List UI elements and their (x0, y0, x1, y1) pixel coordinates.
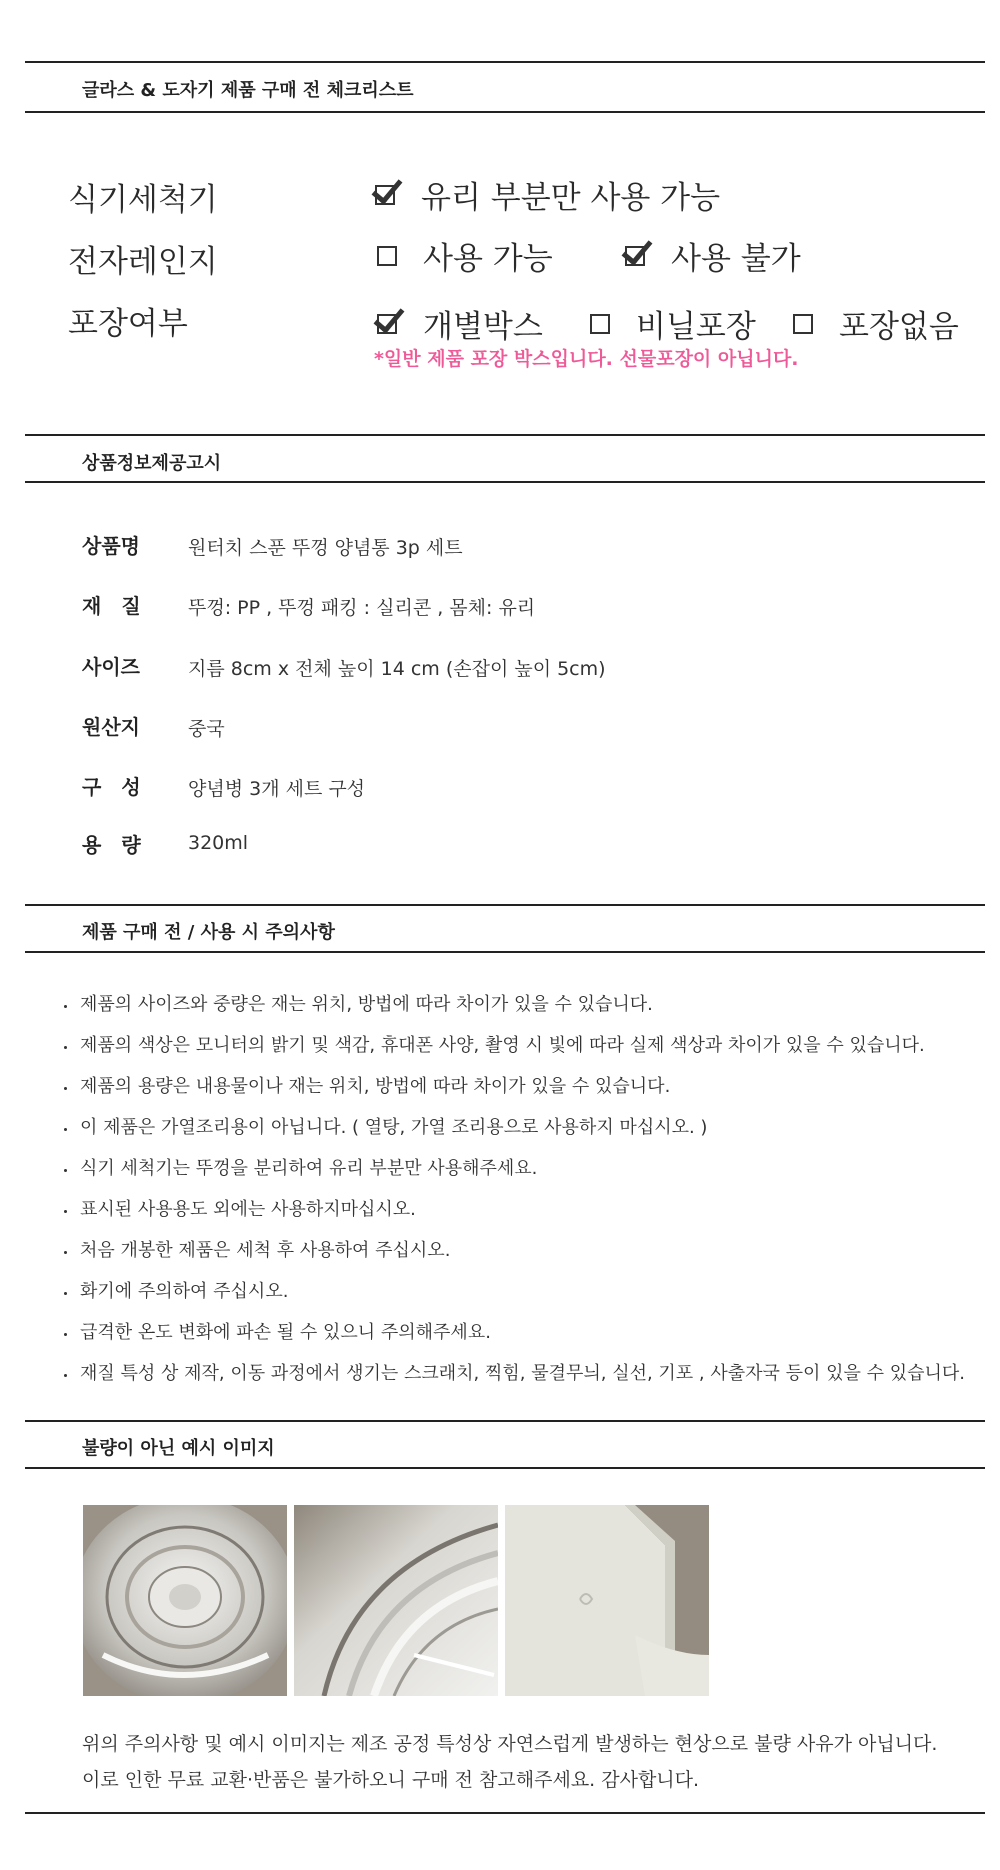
checklist-section-title: 글라스 & 도자기 제품 구매 전 체크리스트 (82, 80, 414, 101)
example-section-title: 불량이 아닌 예시 이미지 (82, 1438, 275, 1459)
option-label: 포장없음 (839, 309, 959, 345)
microwave-label: 전자레인지 (68, 244, 218, 280)
info-section-title: 상품정보제공고시 (82, 453, 222, 474)
divider (25, 434, 985, 436)
info-value-capacity: 320ml (188, 832, 249, 854)
info-value-size: 지름 8cm x 전체 높이 14 cm (손잡이 높이 5cm) (188, 658, 606, 680)
list-item: 재질 특성 상 제작, 이동 과정에서 생기는 스크래치, 찍힘, 물결무늬, 실선, 기포 , 사출자국 등이 있을 수 있습니다. (62, 1353, 965, 1394)
caution-section-title: 제품 구매 전 / 사용 시 주의사항 (82, 922, 335, 943)
info-value-origin: 중국 (188, 718, 225, 740)
list-item: 이 제품은 가열조리용이 아닙니다. ( 열탕, 가열 조리용으로 사용하지 마십시오. ) (62, 1107, 965, 1148)
divider (25, 111, 985, 113)
info-key-product-name: 상품명 (82, 534, 140, 558)
packaging-option-individual-box (377, 301, 543, 346)
example-photo-glass-bottom (83, 1505, 287, 1696)
list-item: 제품의 용량은 내용물이나 재는 위치, 방법에 따라 차이가 있을 수 있습니다. (62, 1066, 965, 1107)
info-value-composition: 양념병 3개 세트 구성 (188, 778, 366, 800)
example-photo-lid-mark (505, 1505, 709, 1696)
divider (25, 1420, 985, 1422)
packaging-note: *일반 제품 포장 박스입니다. 선물포장이 아닙니다. (374, 348, 799, 370)
info-key-material: 재 질 (82, 594, 141, 618)
packaging-label: 포장여부 (68, 306, 188, 342)
list-item: 급격한 온도 변화에 파손 될 수 있으니 주의해주세요. (62, 1312, 965, 1353)
divider (25, 951, 985, 953)
info-key-size: 사이즈 (82, 655, 140, 679)
list-item: 제품의 사이즈와 중량은 재는 위치, 방법에 따라 차이가 있을 수 있습니다. (62, 984, 965, 1025)
packaging-option-vinyl (590, 301, 756, 346)
checkbox-icon (377, 246, 397, 266)
option-label: 비닐포장 (636, 309, 756, 345)
option-label: 사용 가능 (423, 241, 553, 277)
option-label: 사용 불가 (671, 241, 801, 277)
dishwasher-label: 식기세척기 (68, 182, 218, 218)
microwave-option-not-usable (625, 233, 801, 278)
info-key-origin: 원산지 (82, 715, 140, 739)
microwave-option-usable (377, 233, 553, 278)
info-key-composition: 구 성 (82, 775, 141, 799)
example-photo-glass-rim (294, 1505, 498, 1696)
divider (25, 1467, 985, 1469)
list-item: 표시된 사용용도 외에는 사용하지마십시오. (62, 1189, 965, 1230)
checked-box-icon (377, 314, 397, 334)
dishwasher-option-glass-only (375, 172, 720, 217)
footer-note-line1: 위의 주의사항 및 예시 이미지는 제조 공정 특성상 자연스럽게 발생하는 현상으로 불량 사유가 아닙니다. (82, 1733, 938, 1755)
list-item: 식기 세척기는 뚜껑을 분리하여 유리 부분만 사용해주세요. (62, 1148, 965, 1189)
checked-box-icon (375, 185, 395, 205)
checkbox-icon (793, 314, 813, 334)
option-label: 개별박스 (423, 309, 543, 345)
info-key-capacity: 용 량 (82, 833, 141, 857)
divider (25, 1812, 985, 1814)
checkbox-icon (590, 314, 610, 334)
list-item: 처음 개봉한 제품은 세척 후 사용하여 주십시오. (62, 1230, 965, 1271)
divider (25, 904, 985, 906)
checked-box-icon (625, 246, 645, 266)
divider (25, 61, 985, 63)
caution-list (62, 984, 965, 1394)
option-label: 유리 부분만 사용 가능 (421, 180, 721, 216)
info-value-material: 뚜껑: PP , 뚜껑 패킹 : 실리콘 , 몸체: 유리 (188, 597, 536, 619)
info-value-product-name: 원터치 스푼 뚜껑 양념통 3p 세트 (188, 537, 463, 559)
list-item: 화기에 주의하여 주십시오. (62, 1271, 965, 1312)
list-item: 제품의 색상은 모니터의 밝기 및 색감, 휴대폰 사양, 촬영 시 빛에 따라 실제 색상과 차이가 있을 수 있습니다. (62, 1025, 965, 1066)
footer-note-line2: 이로 인한 무료 교환·반품은 불가하오니 구매 전 참고해주세요. 감사합니다. (82, 1769, 700, 1791)
packaging-option-none (793, 301, 959, 346)
divider (25, 481, 985, 483)
